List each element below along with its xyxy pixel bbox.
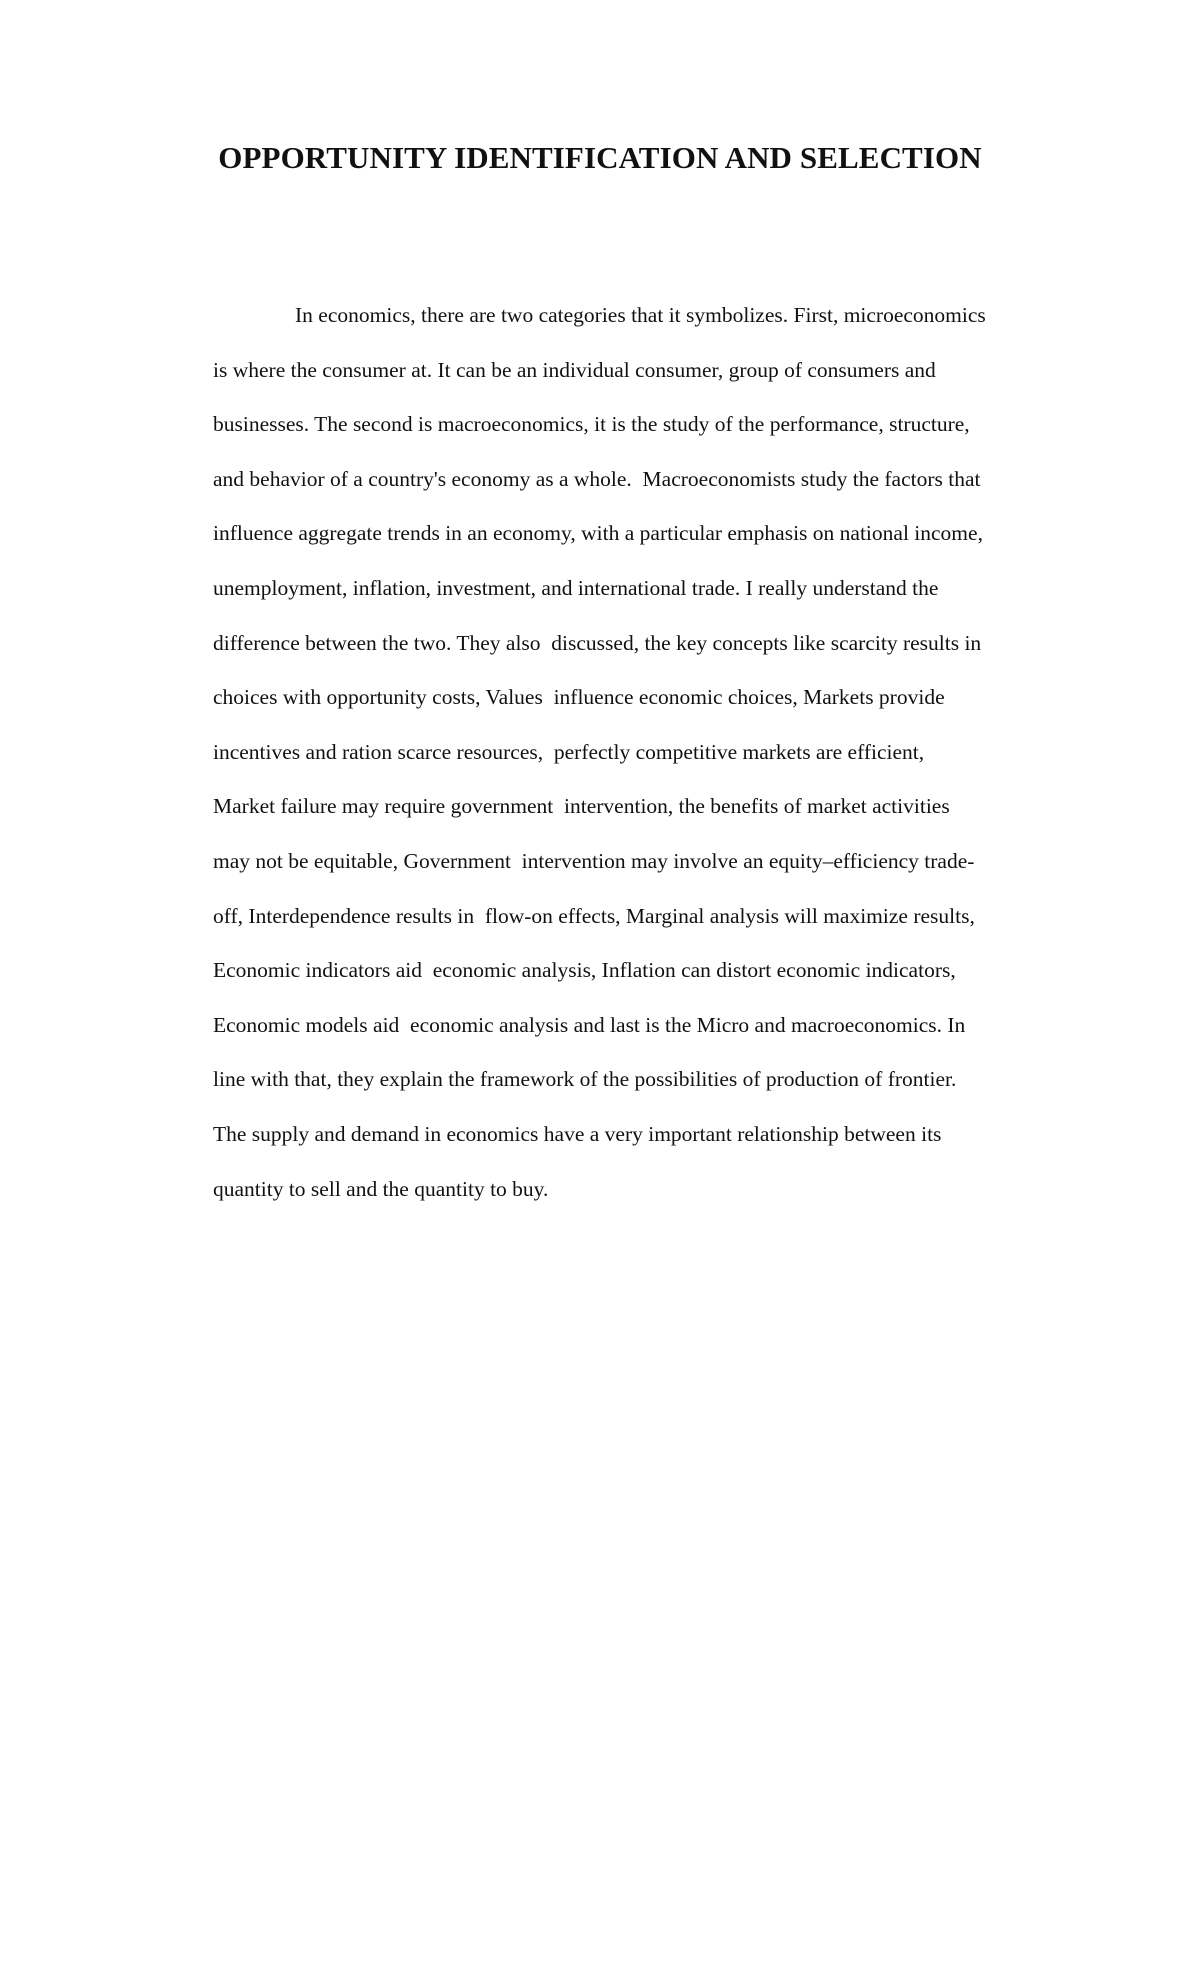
paragraph-line: Market failure may require government intervention, the benefits of market activities xyxy=(213,794,950,819)
paragraph-line: Economic indicators aid economic analysis, Inflation can distort economic indicators, xyxy=(213,958,956,983)
paragraph-line: and behavior of a country's economy as a whole. Macroeconomists study the factors that xyxy=(213,466,981,491)
paragraph-line: In economics, there are two categories that it symbolizes. First, microeconomics xyxy=(295,303,986,327)
paragraph-line: Economic models aid economic analysis and last is the Micro and macroeconomics. In xyxy=(213,1012,966,1037)
paragraph-line: incentives and ration scarce resources, perfectly competitive markets are efficient, xyxy=(213,739,925,764)
document-title: OPPORTUNITY IDENTIFICATION AND SELECTION xyxy=(218,140,982,175)
body-paragraph xyxy=(213,295,1073,1223)
paragraph-line: quantity to sell and the quantity to buy. xyxy=(213,1176,549,1201)
paragraph-line: influence aggregate trends in an economy, with a particular emphasis on national income, xyxy=(213,521,983,546)
paragraph-line: is where the consumer at. It can be an individual consumer, group of consumers and xyxy=(213,357,936,382)
paragraph-line: may not be equitable, Government intervention may involve an equity–efficiency trade- xyxy=(213,848,975,873)
paragraph-line: businesses. The second is macroeconomics, it is the study of the performance, structure, xyxy=(213,412,970,437)
paragraph-line: The supply and demand in economics have a very important relationship between its xyxy=(213,1121,942,1146)
paragraph-line: line with that, they explain the framework of the possibilities of production of frontier. xyxy=(213,1067,957,1092)
paragraph-line: unemployment, inflation, investment, and international trade. I really understand the xyxy=(213,575,939,600)
paragraph-line: off, Interdependence results in flow-on effects, Marginal analysis will maximize results, xyxy=(213,903,975,928)
paragraph-line: difference between the two. They also discussed, the key concepts like scarcity results in xyxy=(213,630,982,655)
paragraph-line: choices with opportunity costs, Values influence economic choices, Markets provide xyxy=(213,685,945,710)
